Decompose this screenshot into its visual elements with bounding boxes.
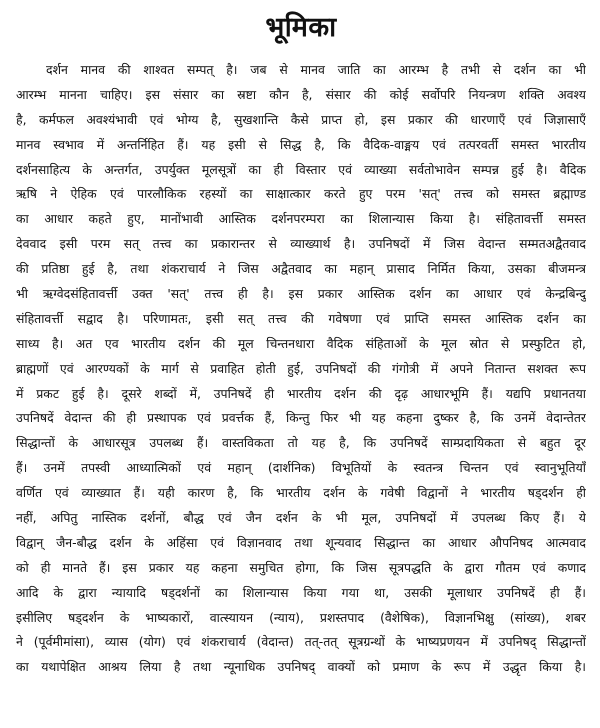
text-line: ने (पूर्वमीमांसा), व्यास (योग) एवं शंकराचार्य (वेदान्त) तत्-तत् सूत्रग्रन्थों के भाष्यप्रणयन में उपनिषद् सिद्धान्तों [16, 634, 586, 650]
text-line: मानव स्वभाव में अन्तर्निहित हैं। यह इसी से सिद्ध है, कि वैदिक-वाङ्मय एवं तत्परवर्ती समस्त भारतीय [16, 136, 586, 152]
text-line: का यथापेक्षित आश्रय लिया है तथा न्यूनाधिक उपनिषद् वाक्यों को प्रमाण के रूप में उद्धृत किया है। [16, 659, 586, 675]
text-line: दर्शन मानव की शाश्वत सम्पत् है। जब से मानव जाति का आरम्भ है तभी से दर्शन का भी [46, 62, 586, 77]
text-line: भी ऋग्वेदसंहितावर्त्ती उक्त 'सत्' तत्त्व ही है। इस प्रकार आस्तिक दर्शन का आधार एवं केन्द्रबिन्दु [16, 286, 586, 302]
text-line: का आधार कहते हुए, मानोंभावी आस्तिक दर्शनपरम्परा का शिलान्यास किया है। संहितावर्त्ती समस्त [16, 211, 586, 227]
text-line: को ही मानते हैं। इस प्रकार यह कहना समुचित होगा, कि जिस सूत्रपद्धति के द्वारा गौतम एवं कणाद [16, 559, 586, 575]
text-line: इसीलिए षड्दर्शन के भाष्यकारों, वात्स्यायन (न्याय), प्रशस्तपाद (वैशेषिक), विज्ञानभिक्षु (सांख्य), शबर [16, 609, 586, 625]
text-line: संहितावर्त्ती सद्वाद है। परिणामतः, इसी सत् तत्त्व की गवेषणा एवं प्राप्ति समस्त आस्तिक दर्शन का [16, 310, 586, 326]
text-line: साध्य है। अत एव भारतीय दर्शन की मूल चिन्तनधारा वैदिक संहिताओं के मूल स्रोत से प्रस्फुटित हो, [16, 335, 586, 351]
text-line: है, कर्मफल अवश्यंभावी एवं भोग्य है, सुखशान्ति कैसे प्राप्त हो, इस प्रकार की धारणाएँ एवं जिज्ञासाएँ [16, 111, 586, 127]
text-line: देववाद इसी परम सत् तत्त्व का प्रकारान्तर से व्याख्यार्थ है। उपनिषदों में जिस वेदान्त सम्मतअद्वैतवाद [16, 236, 586, 252]
text-line: विद्वान् जैन-बौद्ध दर्शन के अहिंसा एवं विज्ञानवाद तथा शून्यवाद सिद्धान्त का आधार औपनिषद आत्मवाद [16, 534, 586, 550]
text-line: ब्राह्मणों एवं आरण्यकों के मार्ग से प्रवाहित होती हुई, उपनिषदों की गंगोत्री में अपने नितान्त सशक्त रूप [16, 360, 586, 376]
text-line: की प्रतिष्ठा हुई है, तथा शंकराचार्य ने जिस अद्वैतवाद का महान् प्रासाद निर्मित किया, उसका बीजमन्त्र [16, 261, 586, 277]
page-title: भूमिका [265, 12, 337, 43]
body-paragraph [16, 58, 586, 680]
text-line: नहीं, अपितु नास्तिक दर्शनों, बौद्ध एवं जैन दर्शन के भी मूल, उपनिषदों में उपलब्ध किए हैं। ये [16, 510, 586, 526]
text-line: दर्शनसाहित्य के अन्तर्गत, उपर्युक्त मूलसूत्रों का ही विस्तार एवं व्याख्या सर्वतोभावेन सम्पन्न हुई है। वैदिक [16, 161, 586, 177]
text-line: वर्णित एवं व्याख्यात हैं। यही कारण है, कि भारतीय दर्शन के गवेषी विद्वानों ने भारतीय षड्दर्शन ही [16, 485, 586, 501]
text-line: ऋषि ने ऐहिक एवं पारलौकिक रहस्यों का साक्षात्कार करते हुए परम 'सत्' तत्त्व को समस्त ब्रह्माण्ड [16, 186, 586, 202]
text-line: आदि के द्वारा न्यायादि षड्दर्शनों का शिलान्यास किया गया था, उसकी मूलाधार उपनिषदें ही हैं। [16, 584, 586, 600]
text-line: आरम्भ मानना चाहिए। इस संसार का स्रष्टा कौन है, संसार की कोई सर्वोपरि नियन्त्रण शक्ति अवश्य [16, 86, 586, 102]
text-line: सिद्धान्तों के आधारसूत्र उपलब्ध हैं। वास्तविकता तो यह है, कि उपनिषदें साम्प्रदायिकता से बहुत दूर [16, 435, 586, 451]
text-line: हैं। उनमें तपस्वी आध्यात्मिकों एवं महान् (दार्शनिक) विभूतियों के स्वतन्त्र चिन्तन एवं स्वानुभूतियाँ [16, 460, 586, 476]
text-line: में प्रकट हुई है। दूसरे शब्दों में, उपनिषदें ही भारतीय दर्शन की दृढ़ आधारभूमि हैं। यद्यपि प्रधानतया [16, 385, 586, 401]
text-line: उपनिषदें वेदान्त की ही प्रस्थापक एवं प्रवर्त्तक हैं, किन्तु फिर भी यह कहना दुष्कर है, कि उनमें वेदान्तेतर [16, 410, 586, 426]
